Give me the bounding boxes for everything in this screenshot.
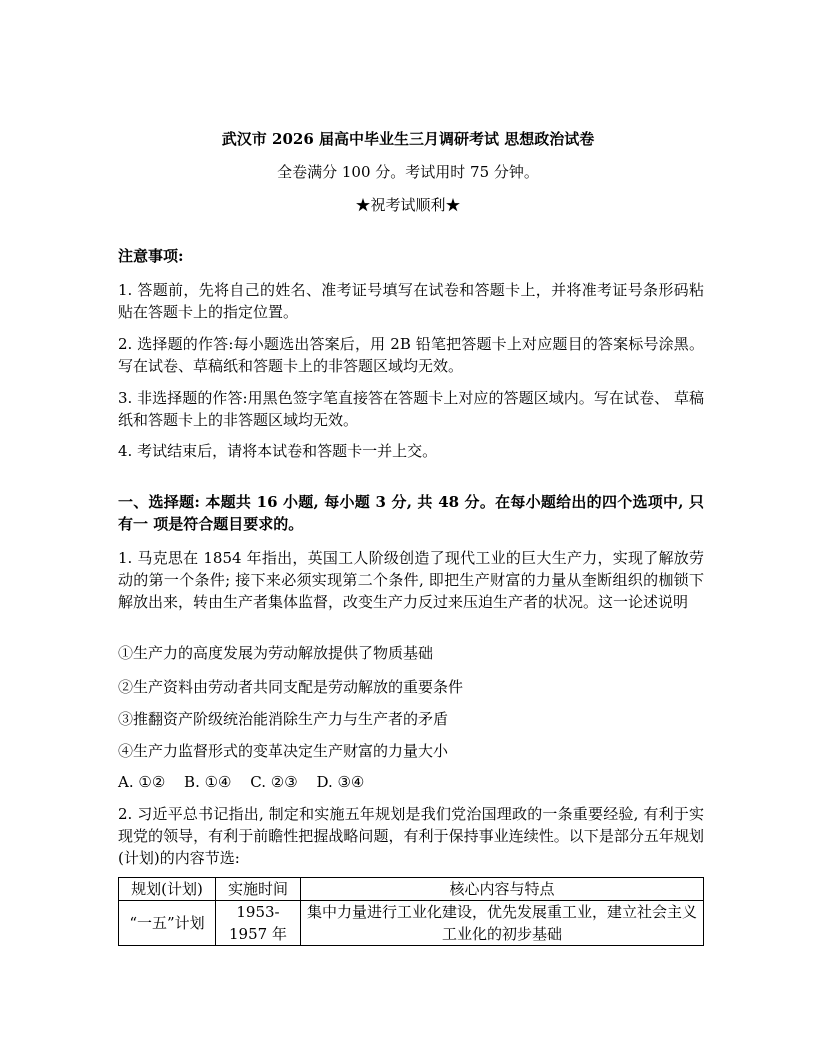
exam-subtitle: 全卷满分 100 分。考试用时 75 分钟。: [277, 163, 539, 181]
option-c: C. ②③: [250, 773, 298, 791]
notice-item-2: 2. 选择题的作答:每小题选出答案后，用 2B 铅笔把答题卡上对应题目的答案标号涂黑。写在试卷、草稿纸和答题卡上的非答题区域均无效。: [118, 335, 704, 375]
option-d: D. ③④: [316, 773, 365, 791]
notice-item-3: 3. 非选择题的作答:用黑色签字笔直接答在答题卡上对应的答题区域内。写在试卷、 草稿纸和答题卡上的非答题区域均无效。: [118, 389, 704, 429]
option-b: B. ①④: [184, 773, 232, 791]
plan-table: [118, 877, 704, 946]
notice-item-4: 4. 考试结束后，请将本试卷和答题卡一并上交。: [118, 442, 438, 460]
question-1-statement-2: ②生产资料由劳动者共同支配是劳动解放的重要条件: [118, 678, 464, 696]
question-1-options: [118, 773, 378, 791]
table-cell: “一五”计划: [119, 901, 216, 946]
notice-item-1: 1. 答题前，先将自己的姓名、准考证号填写在试卷和答题卡上，并将准考证号条形码粘贴在答题卡上的指定位置。: [118, 281, 704, 321]
question-1-statement-4: ④生产力监督形式的变革决定生产财富的力量大小: [118, 742, 449, 760]
question-1-statement-1: ①生产力的高度发展为劳动解放提供了物质基础: [118, 644, 434, 662]
table-cell: 集中力量进行工业化建设，优先发展重工业，建立社会主义工业化的初步基础: [301, 901, 704, 946]
table-header-row: [119, 878, 704, 901]
table-header: 规划(计划): [119, 878, 216, 901]
table-header: 核心内容与特点: [301, 878, 704, 901]
table-header: 实施时间: [216, 878, 301, 901]
exam-wish: ★祝考试顺利★: [355, 196, 461, 214]
question-2-stem: 2. 习近平总书记指出, 制定和实施五年规划是我们党治国理政的一条重要经验, 有利于实现党的领导，有利于前瞻性把握战略问题，有利于保持事业连续性。以下是部分五年规划(计划)的内容节选:: [118, 805, 704, 867]
option-a: A. ①②: [118, 773, 166, 791]
section-heading: 一、选择题: 本题共 16 小题, 每小题 3 分, 共 48 分。在每小题给出的四个选项中, 只有一 项是符合题目要求的。: [118, 493, 704, 533]
question-1-statement-3: ③推翻资产阶级统治能消除生产力与生产者的矛盾: [118, 710, 449, 728]
notice-heading: 注意事项:: [118, 247, 184, 265]
exam-title: 武汉市 2026 届高中毕业生三月调研考试 思想政治试卷: [221, 130, 595, 148]
table-row: [119, 901, 704, 946]
question-1-stem: 1. 马克思在 1854 年指出，英国工人阶级创造了现代工业的巨大生产力，实现了解放劳动的第一个条件; 接下来必须实现第二个条件, 即把生产财富的力量从奎断组织的枷锁下解放出来，转由生产者集体监督，改变生产力反过来压迫生产者的状况。这一论述说明: [118, 549, 704, 611]
table-cell: 1953-1957 年: [216, 901, 301, 946]
